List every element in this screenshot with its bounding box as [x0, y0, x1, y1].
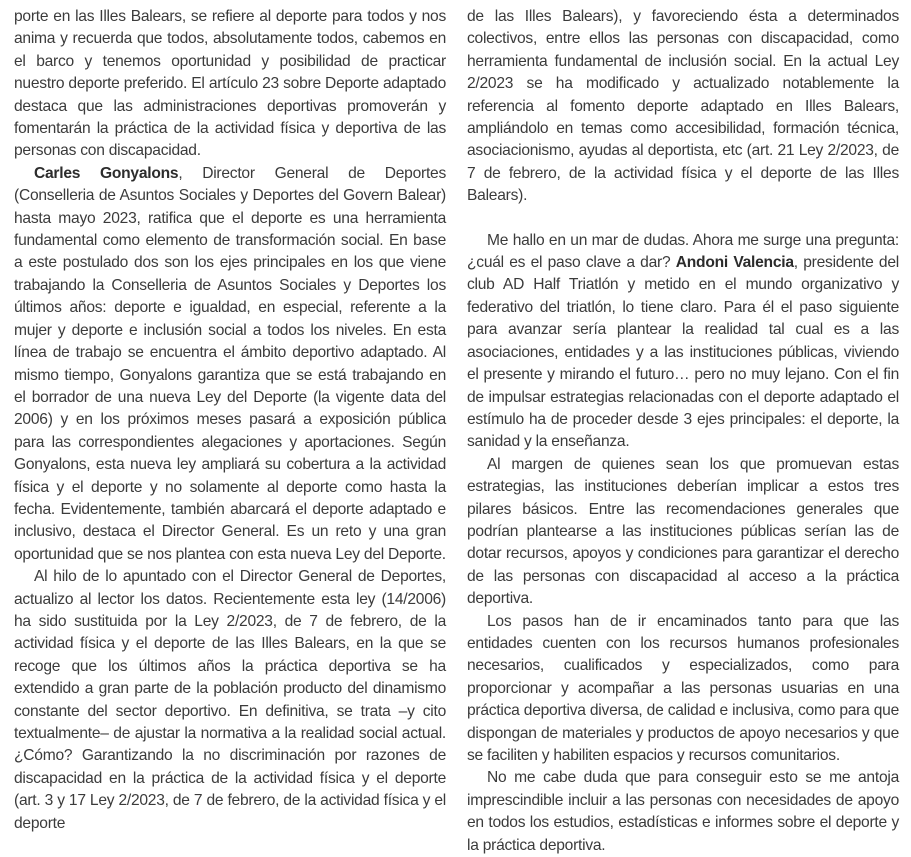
person-name-andoni-valencia: Andoni Valencia	[675, 254, 794, 272]
paragraph-text: porte en las Illes Balears, se refiere al deporte para todos y nos anima y recuerda que todos, absolutamente todos, cabemos en el barco y tenemos oportunidad y posibilidad de practicar nuestro deporte preferido. El artículo 23 sobre Deporte adaptado destaca que las administraciones deportivas promoverán y fomentarán la práctica de la actividad física y deportiva de las personas con discapacidad.	[14, 8, 446, 160]
paragraph-valencia	[467, 230, 899, 454]
left-column	[14, 6, 446, 835]
paragraph-text: Al hilo de lo apuntado con el Director General de Deportes, actualizo al lector los datos. Recientemente esta ley (14/2006) ha sido sustituida por la Ley 2/2023, de 7 de febrero, de la actividad física y el deporte de las Illes Balears, en la que se recoge que los últimos años la práctica deportiva se ha extendido a gran parte de la población producto del dinamismo constante del sector deportivo. En definitiva, se trata –y cito textualmente– de ajustar la normativa a la realidad social actual. ¿Cómo? Garantizando la no discriminación por razones de discapacidad en la práctica de la actividad física y el deporte (art. 3 y 17 Ley 2/2023, de 7 de febrero, de la actividad física y el deporte	[14, 568, 446, 832]
paragraph-text-before-name: Me hallo en un mar de dudas. Ahora me surge una pregunta: ¿cuál es el paso clave a dar?	[467, 231, 899, 272]
paragraph-pillars	[467, 454, 899, 611]
paragraph-ley-update	[14, 566, 446, 835]
paragraph-steps	[467, 611, 899, 768]
paragraph-continued	[14, 6, 446, 163]
paragraph-text: , Director General de Deportes (Conselleria de Asuntos Sociales y Deportes del Govern Balear) hasta mayo 2023, ratifica que el deporte es una herramienta fundamental como elemento de transformación social. En base a este postulado dos son los ejes principales en los que viene trabajando la Conselleria de Asuntos Sociales y Deportes los últimos años: deporte e igualdad, en especial, referente a la mujer y deporte e inclusión social a todos los niveles. En esta línea de trabajo se encuentra el ámbito deportivo adaptado. Al mismo tiempo, Gonyalons garantiza que se está trabajando en el borrador de una nueva Ley del Deporte (la vigente data del 2006) y en los próximos meses pasará a exposición pública para las correspondientes alegaciones y aportaciones. Según Gonyalons, esta nueva ley ampliará su cobertura a la actividad física y el deporte y no solamente al deporte como hasta la fecha. Evidentemente, también abarcará el deporte adaptado e inclusivo, destaca el Director General. Es un reto y una gran oportunidad que se nos plantea con esta nueva Ley del Deporte.	[14, 164, 447, 563]
paragraph-text: Los pasos han de ir encaminados tanto para que las entidades cuenten con los recursos humanos profesionales necesarios, cualificados y especializados, como para proporcionar y acompañar a las personas usuarias en una práctica deportiva diversa, de calidad e inclusiva, como para que dispongan de materiales y productos de apoyo necesarios y que se faciliten y habiliten espacios y recursos comunitarios.	[467, 612, 899, 764]
paragraph-text: Al margen de quienes sean los que promuevan estas estrategias, las instituciones deberían implicar a estos tres pilares básicos. Entre las recomendaciones generales que podrían plantearse a las instituciones públicas serían las de dotar recursos, apoyos y condiciones para garantizar el derecho de las personas con discapacidad al acceso a la práctica deportiva.	[467, 455, 899, 608]
paragraph-text: de las Illes Balears), y favoreciendo ésta a determinados colectivos, entre ellos las personas con discapacidad, como herramienta fundamental de inclusión social. En la actual Ley 2/2023 se ha modificado y actualizado notablemente la referencia al fomento deporte adaptado en Illes Balears, ampliándolo en temas como accesibilidad, formación técnica, asociacionismo, ayudas al deportista, etc (art. 21 Ley 2/2023, de 7 de febrero, de la actividad física y el deporte de las Illes Balears).	[467, 8, 899, 205]
paragraph-conclusion	[467, 767, 899, 857]
paragraph-continued	[467, 6, 899, 208]
right-column	[467, 6, 899, 857]
person-name-carles-gonyalons: Carles Gonyalons	[34, 164, 179, 182]
paragraph-text: No me cabe duda que para conseguir esto se me antoja imprescindible incluir a las personas con necesidades de apoyo en todos los estudios, estadísticas e informes sobre el deporte y la práctica deportiva.	[467, 769, 899, 854]
paragraph-gonyalons	[14, 163, 446, 566]
paragraph-text: , presidente del club AD Half Triatlón y metido en el mundo organizativo y federativo del triatlón, lo tiene claro. Para él el paso siguiente para avanzar sería plantear la realidad tal cual es a las asociaciones, entidades y a las instituciones públicas, viviendo el presente y mirando el futuro… pero no muy lejano. Con el fin de impulsar estrategias relacionadas con el deporte adaptado el estímulo ha de proceder desde 3 ejes principales: el deporte, la sanidad y la enseñanza.	[467, 254, 899, 451]
